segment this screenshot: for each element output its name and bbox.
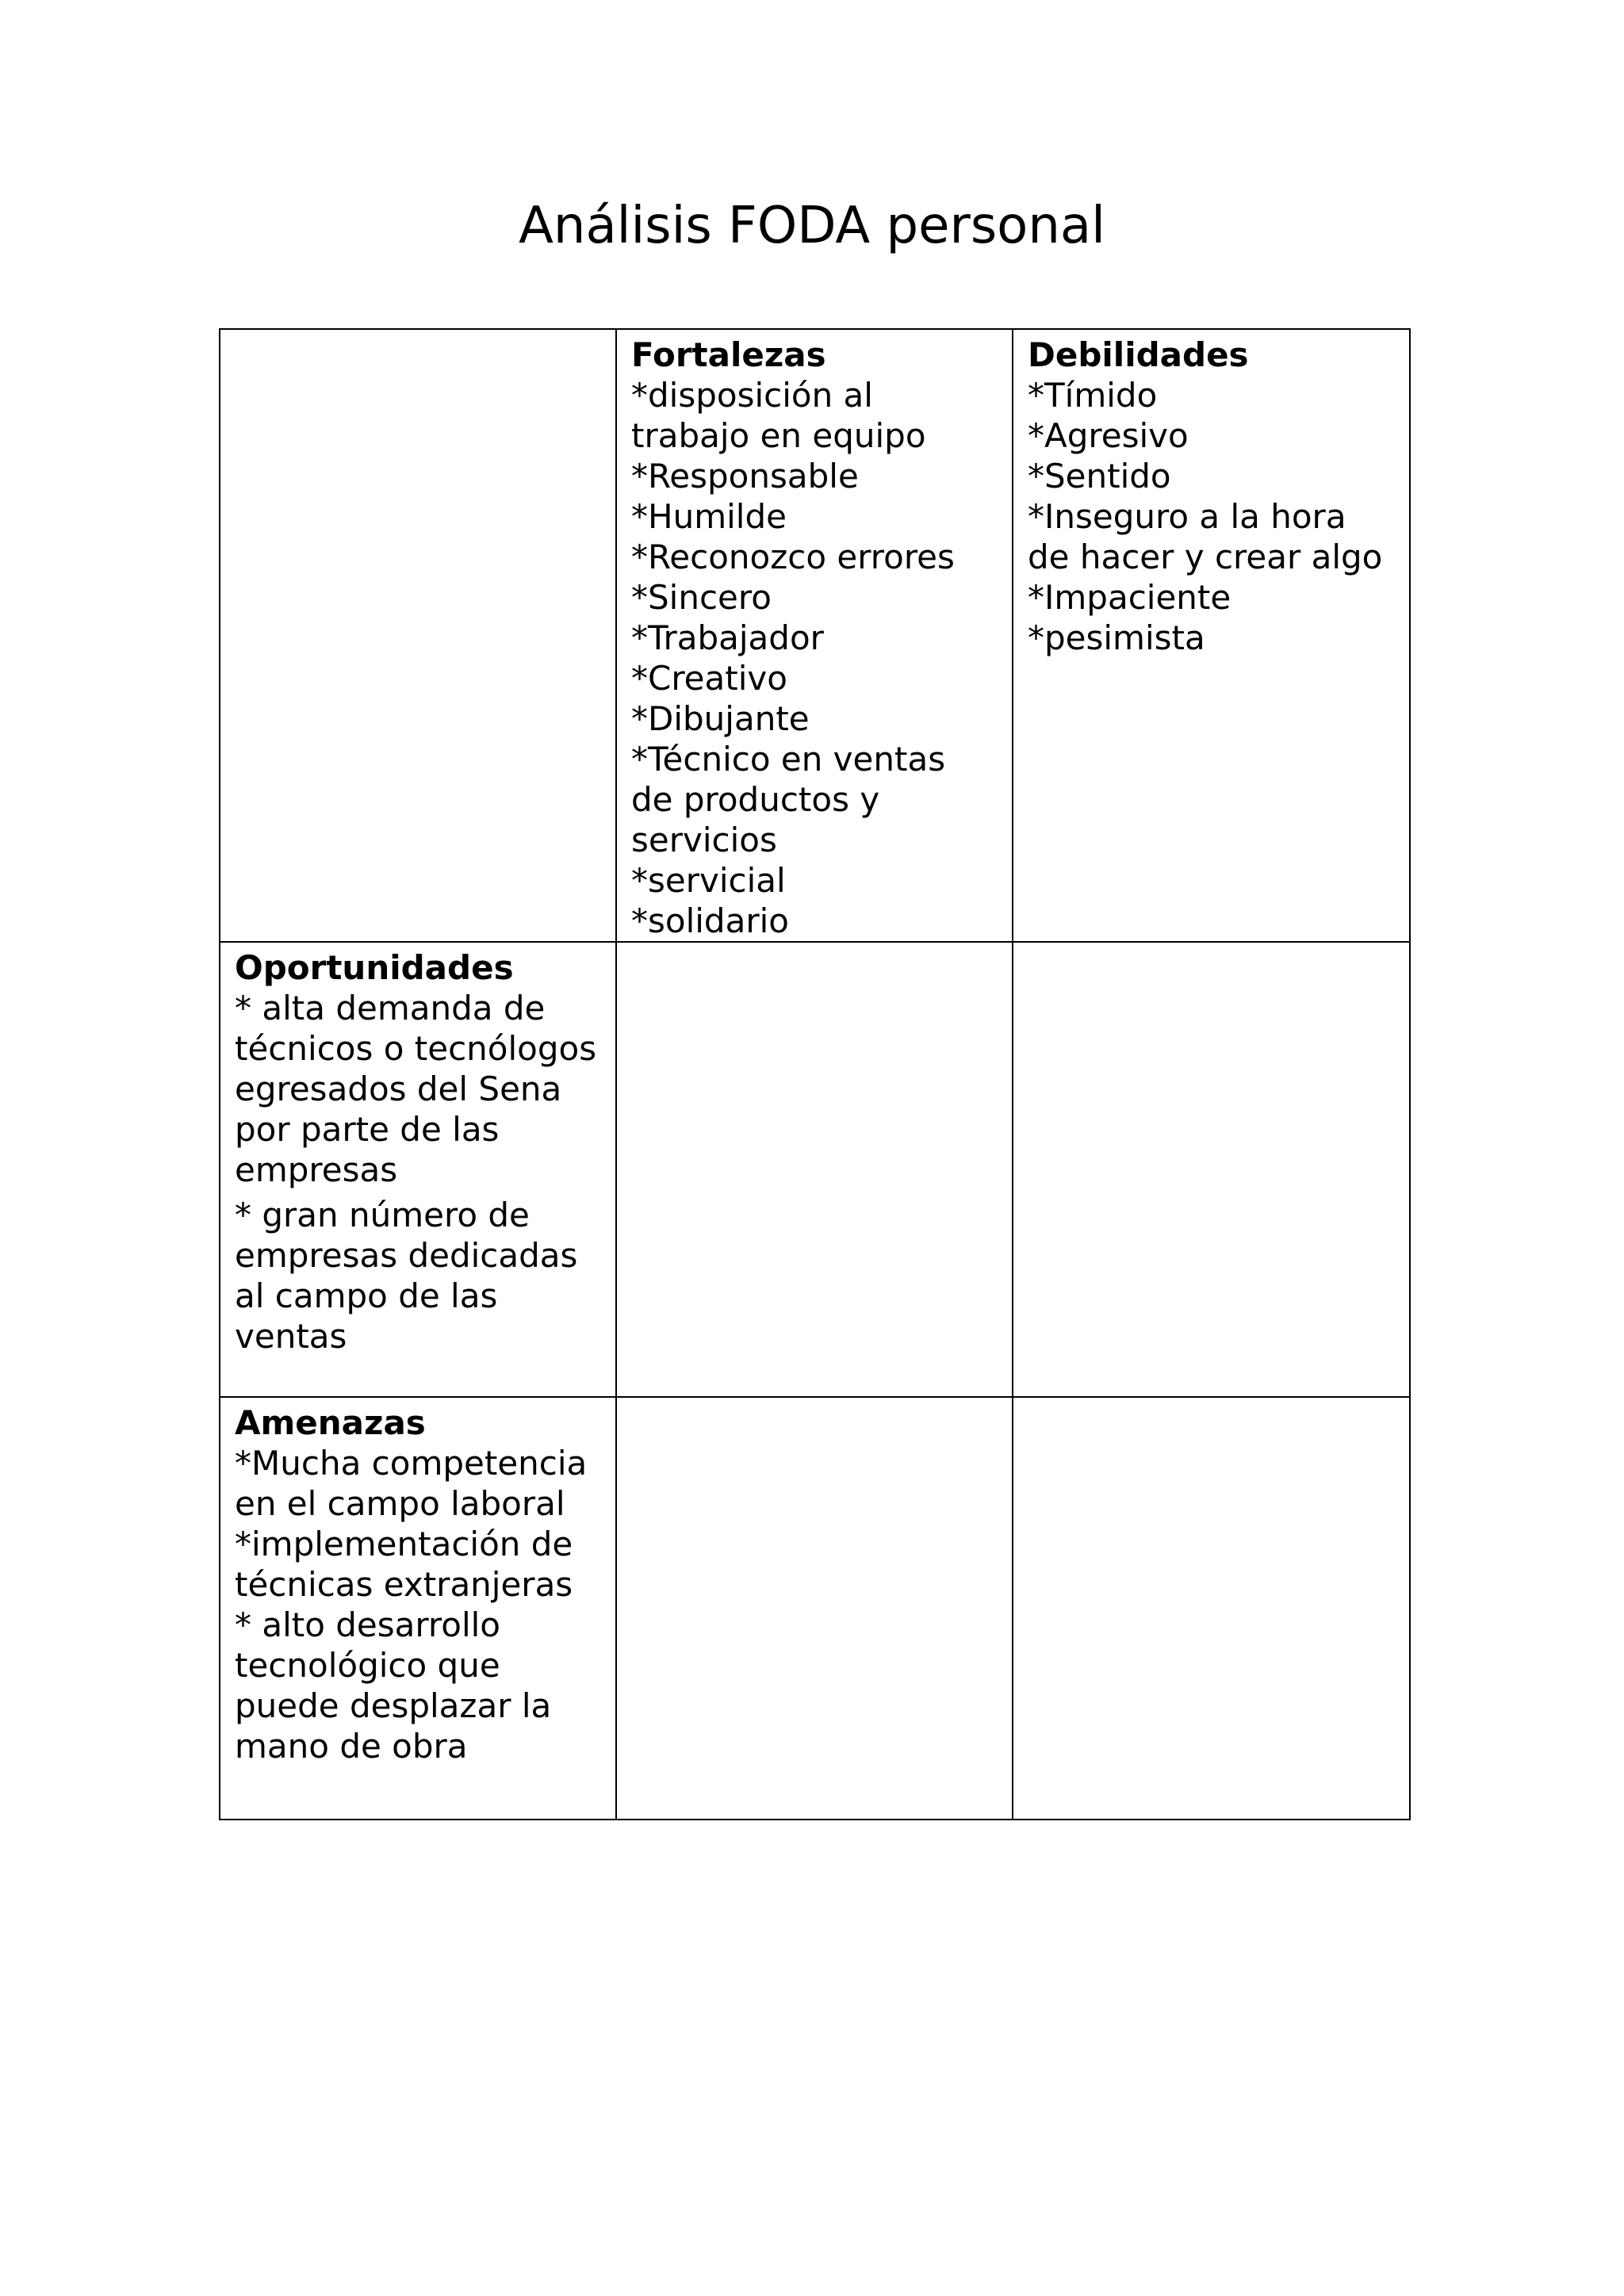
debilidades-item: *Tímido bbox=[1028, 376, 1158, 415]
debilidades-item: *Impaciente bbox=[1028, 578, 1231, 617]
oportunidades-item: ventas bbox=[235, 1317, 347, 1356]
amenazas-item: * alto desarrollo bbox=[235, 1605, 500, 1644]
amenazas-item: mano de obra bbox=[235, 1727, 468, 1766]
empty-cell bbox=[1013, 942, 1410, 1397]
oportunidades-cell bbox=[220, 942, 616, 1397]
debilidades-item: *pesimista bbox=[1028, 618, 1205, 657]
fortalezas-item: *Sincero bbox=[631, 578, 772, 617]
fortalezas-cell bbox=[616, 329, 1013, 942]
fortalezas-item: *servicial bbox=[631, 861, 786, 900]
amenazas-item: en el campo laboral bbox=[235, 1484, 565, 1523]
table-row-amenazas bbox=[220, 1397, 1410, 1820]
table-row-oportunidades bbox=[220, 942, 1410, 1397]
debilidades-item: *Inseguro a la hora bbox=[1028, 497, 1346, 536]
empty-cell bbox=[616, 942, 1013, 1397]
fortalezas-item: *Humilde bbox=[631, 497, 787, 536]
document-title: Análisis FODA personal bbox=[519, 197, 1105, 255]
fortalezas-item: *Trabajador bbox=[631, 618, 824, 657]
fortalezas-item: servicios bbox=[631, 821, 777, 859]
fortalezas-item: *Dibujante bbox=[631, 699, 810, 738]
amenazas-item: *Mucha competencia bbox=[235, 1444, 588, 1483]
amenazas-item: tecnológico que bbox=[235, 1646, 500, 1685]
oportunidades-item: * alta demanda de bbox=[235, 989, 546, 1027]
fortalezas-item: *Creativo bbox=[631, 659, 787, 698]
empty-corner-cell bbox=[220, 329, 616, 942]
oportunidades-item: empresas bbox=[235, 1150, 398, 1189]
table-row-header bbox=[220, 329, 1410, 942]
debilidades-heading: Debilidades bbox=[1028, 335, 1249, 374]
oportunidades-item: * gran número de bbox=[235, 1196, 530, 1234]
oportunidades-item: técnicos o tecnólogos bbox=[235, 1029, 597, 1068]
fortalezas-item: *Responsable bbox=[631, 457, 859, 496]
amenazas-item: *implementación de bbox=[235, 1525, 573, 1563]
empty-cell bbox=[616, 1397, 1013, 1820]
fortalezas-item: *solidario bbox=[631, 901, 789, 940]
amenazas-item: puede desplazar la bbox=[235, 1686, 552, 1725]
oportunidades-item: al campo de las bbox=[235, 1276, 498, 1315]
oportunidades-item: empresas dedicadas bbox=[235, 1236, 578, 1275]
fortalezas-item: *disposición al bbox=[631, 376, 873, 415]
fortalezas-item: *Técnico en ventas bbox=[631, 740, 946, 779]
fortalezas-heading: Fortalezas bbox=[631, 335, 826, 374]
debilidades-item: de hacer y crear algo bbox=[1028, 538, 1383, 576]
fortalezas-item: *Reconozco errores bbox=[631, 538, 955, 576]
amenazas-heading: Amenazas bbox=[235, 1403, 426, 1442]
fortalezas-item: de productos y bbox=[631, 780, 880, 819]
debilidades-cell bbox=[1013, 329, 1410, 942]
foda-table bbox=[219, 328, 1411, 1820]
oportunidades-heading: Oportunidades bbox=[235, 948, 514, 987]
empty-cell bbox=[1013, 1397, 1410, 1820]
fortalezas-item: trabajo en equipo bbox=[631, 416, 926, 455]
oportunidades-item: por parte de las bbox=[235, 1110, 500, 1149]
amenazas-cell bbox=[220, 1397, 616, 1820]
oportunidades-item: egresados del Sena bbox=[235, 1070, 562, 1108]
debilidades-item: *Agresivo bbox=[1028, 416, 1189, 455]
debilidades-item: *Sentido bbox=[1028, 457, 1171, 496]
amenazas-item: técnicas extranjeras bbox=[235, 1565, 573, 1604]
